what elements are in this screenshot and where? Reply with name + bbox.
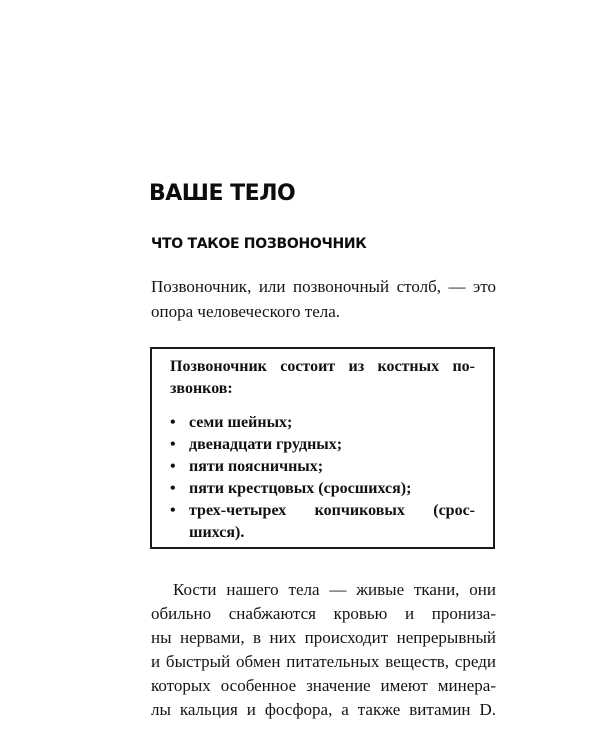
list-item [170, 456, 475, 478]
list-item [170, 478, 475, 500]
body-line: и быстрый обмен питательных веществ, среди [151, 652, 496, 671]
list-item-text: семи шейных; [189, 414, 293, 431]
list-item-text: пяти поясничных; [189, 458, 324, 475]
body-line: ны нервами, в них происходит непрерывный [151, 628, 496, 647]
list-item [170, 412, 475, 434]
intro-line: Позвоночник, или позвоночный столб, — это [151, 277, 496, 296]
vertebrae-info-box [150, 347, 495, 549]
section-title: ЧТО ТАКОЕ ПОЗВОНОЧНИК [151, 236, 367, 252]
list-item [170, 434, 475, 456]
intro-paragraph [151, 274, 496, 324]
intro-line: опора человеческого тела. [151, 302, 341, 321]
chapter-title: ВАШЕ ТЕЛО [149, 181, 296, 206]
list-item-text: двенадцати грудных; [189, 436, 343, 453]
bullet-icon: • [170, 414, 176, 431]
list-item-text: трех-четырех копчиковых (срос- [189, 502, 475, 519]
bullet-icon: • [170, 436, 176, 453]
list-item-text: шихся). [189, 524, 245, 541]
info-box-lead [170, 356, 475, 400]
body-line: лы кальция и фосфора, а также витамин D. [151, 700, 496, 719]
list-item [170, 500, 475, 544]
vertebrae-list [170, 412, 475, 544]
body-line: обильно снабжаются кровью и пронизa- [151, 604, 496, 623]
list-item-text: пяти крестцовых (сросшихся); [189, 480, 412, 497]
bullet-icon: • [170, 458, 176, 475]
bullet-icon: • [170, 480, 176, 497]
body-line: Кости нашего тела — живые ткани, они [173, 580, 496, 599]
info-box-lead-line: звонков: [170, 380, 233, 397]
bullet-icon: • [170, 502, 176, 519]
body-paragraph [151, 578, 496, 722]
info-box-lead-line: Позвоночник состоит из костных по- [170, 358, 475, 375]
body-line: которых особенное значение имеют минера- [151, 676, 496, 695]
